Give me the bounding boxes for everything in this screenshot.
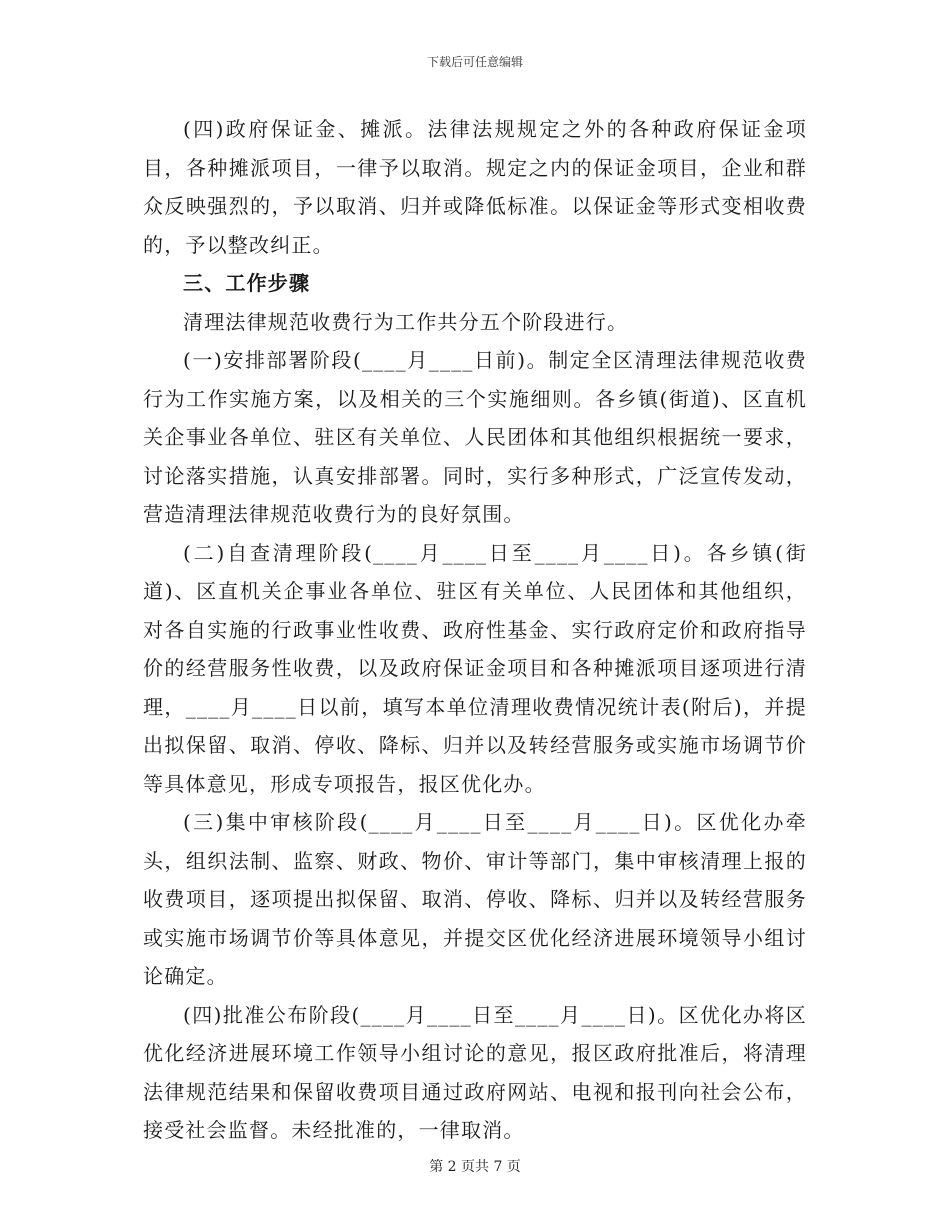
section-heading-work-steps: 三、工作步骤 bbox=[183, 271, 311, 295]
paragraph-five-stages: 清理法律规范收费行为工作共分五个阶段进行。 bbox=[183, 309, 629, 334]
paragraph-government-deposits: (四)政府保证金、摊派。法律法规规定之外的各种政府保证金项目，各种摊派项目，一律予以取消。规定之内的保证金项目，企业和群众反映强烈的，予以取消、归并或降低标准。以保证金等形式变相收费的，予以整改纠正。 bbox=[143, 117, 807, 257]
page-header: 下载后可任意编辑 bbox=[426, 55, 523, 69]
paragraph-stage-one: (一)安排部署阶段(____月____日前)。制定全区清理法律规范收费行为工作实施方案，以及相关的三个实施细则。各乡镇(街道)、区直机关企事业各单位、驻区有关单位、人民团体和其他组织根据统一要求，讨论落实措施，认真安排部署。同时，实行多种形式，广泛宣传发动，营造清理法律规范收费行为的良好氛围。 bbox=[143, 348, 807, 526]
page-number: 第 2 页共 7 页 bbox=[429, 1159, 521, 1175]
document-body bbox=[143, 110, 807, 1150]
paragraph-stage-four: (四)批准公布阶段(____月____日至____月____日)。区优化办将区优化经济进展环境工作领导小组讨论的意见，报区政府批准后，将清理法律规范结果和保留收费项目通过政府网站、电视和报刊向社会公布，接受社会监督。未经批准的，一律取消。 bbox=[143, 1002, 807, 1142]
paragraph-stage-three: (三)集中审核阶段(____月____日至____月____日)。区优化办牵头，组织法制、监察、财政、物价、审计等部门，集中审核清理上报的收费项目，逐项提出拟保留、取消、停收、降标、归并以及转经营服务或实施市场调节价等具体意见，并提交区优化经济进展环境领导小组讨论确定。 bbox=[143, 810, 807, 988]
paragraph-stage-two: (二)自查清理阶段(____月____日至____月____日)。各乡镇(街道)、区直机关企事业各单位、驻区有关单位、人民团体和其他组织，对各自实施的行政事业性收费、政府性基金、实行政府定价和政府指导价的经营服务性收费，以及政府保证金项目和各种摊派项目逐项进行清理，____月____日以前，填写本单位清理收费情况统计表(附后)，并提出拟保留、取消、停收、降标、归并以及转经营服务或实施市场调节价等具体意见，形成专项报告，报区优化办。 bbox=[143, 540, 807, 796]
